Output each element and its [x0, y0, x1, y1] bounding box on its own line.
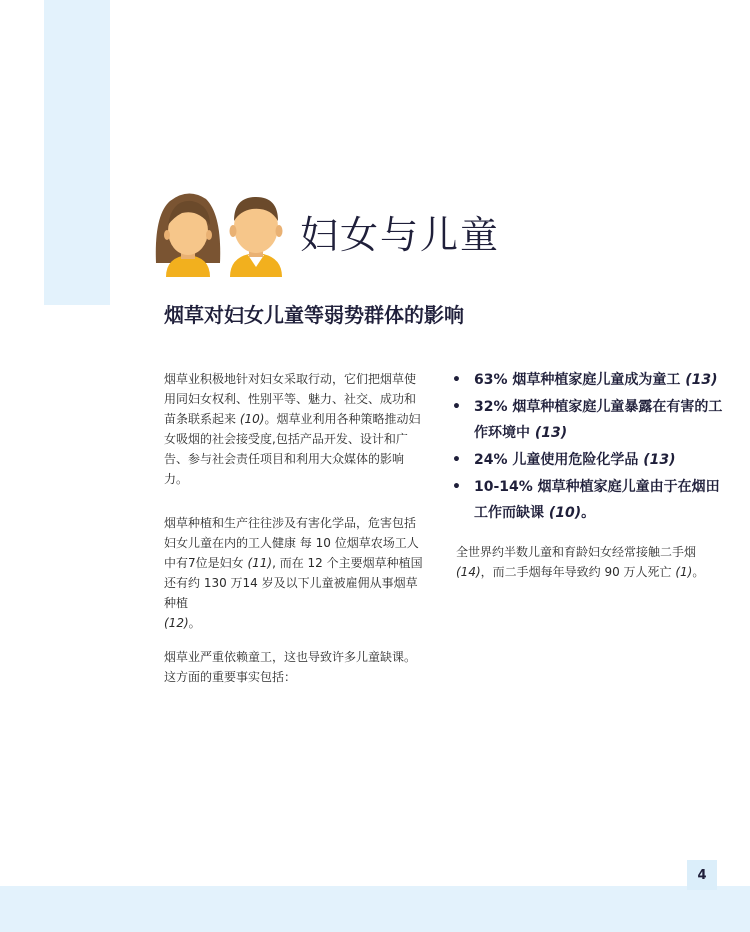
- page-number: 4: [687, 860, 717, 890]
- paragraph-text: 烟草业严重依赖童工，这也导致许多儿童缺课。这方面的重要事实包括：: [164, 650, 417, 684]
- citation: (13): [643, 452, 676, 468]
- citation: (13): [534, 425, 568, 441]
- bullet-icon: •: [452, 372, 461, 388]
- list-item: • 32% 烟草种植家庭儿童暴露在有害的工作环境中 (13): [452, 394, 727, 446]
- paragraph-text: 烟草种植和生产往往涉及有害化学品，危害包括妇女儿童在内的工人健康 每 10 位烟草农场工人中有7位是妇女: [164, 516, 419, 570]
- paragraph-text: 全世界约半数儿童和育龄妇女经常接触二手烟: [456, 545, 697, 559]
- citation: (11): [247, 556, 273, 570]
- section-subtitle: 烟草对妇女儿童等弱势群体的影响: [164, 303, 464, 327]
- paragraph-tobacco-farming-hazards: [164, 513, 424, 633]
- paragraph-text: , 而在 12 个主要烟草种植国还有约 130 万14 岁及以下儿童被雇佣从事烟草种植: [164, 556, 423, 610]
- key-facts-list: [452, 367, 727, 526]
- citation: (10): [548, 505, 582, 521]
- citation: (14): [456, 565, 481, 579]
- right-column: [452, 367, 727, 582]
- list-item: • 24% 儿童使用危险化学品 (13): [452, 447, 727, 473]
- paragraph-text: 。: [188, 616, 201, 630]
- list-item: • 63% 烟草种植家庭儿童成为童工 (13): [452, 367, 727, 393]
- paragraph-text: 。烟草业利用各种策略推动妇女吸烟的社会接受度,包括产品开发、设计和广告、参与社会责任项目和利用大众媒体的影响力。: [164, 412, 421, 486]
- citation: (1): [675, 565, 693, 579]
- list-item: • 10-14% 烟草种植家庭儿童由于在烟田工作而缺课 (10)。: [452, 474, 727, 526]
- decorative-side-bar: [44, 0, 110, 305]
- left-column: [164, 369, 424, 687]
- page-title: 妇女与儿童: [300, 213, 501, 257]
- paragraph-text: ，而二手烟每年导致约 90 万人死亡: [480, 565, 676, 579]
- paragraph-secondhand-smoke: [456, 542, 727, 582]
- bullet-icon: •: [452, 479, 461, 495]
- bullet-icon: •: [452, 452, 461, 468]
- citation: (13): [685, 372, 718, 388]
- woman-and-man-avatars-icon: [152, 185, 292, 277]
- woman-avatar-icon: [156, 193, 220, 277]
- bullet-icon: •: [452, 399, 461, 415]
- paragraph-text: 烟草业积极地针对妇女采取行动，它们把烟草使用同妇女权利、性别平等、魅力、社交、成功和苗条联系起来: [164, 372, 417, 426]
- paragraph-child-labour: [164, 647, 424, 687]
- citation: (12): [164, 616, 189, 630]
- man-avatar-icon: [230, 197, 283, 277]
- citation: (10): [239, 412, 265, 426]
- paragraph-text: 。: [692, 565, 705, 579]
- footer-band: [0, 886, 750, 932]
- paragraph-tobacco-targeting-women: [164, 369, 424, 489]
